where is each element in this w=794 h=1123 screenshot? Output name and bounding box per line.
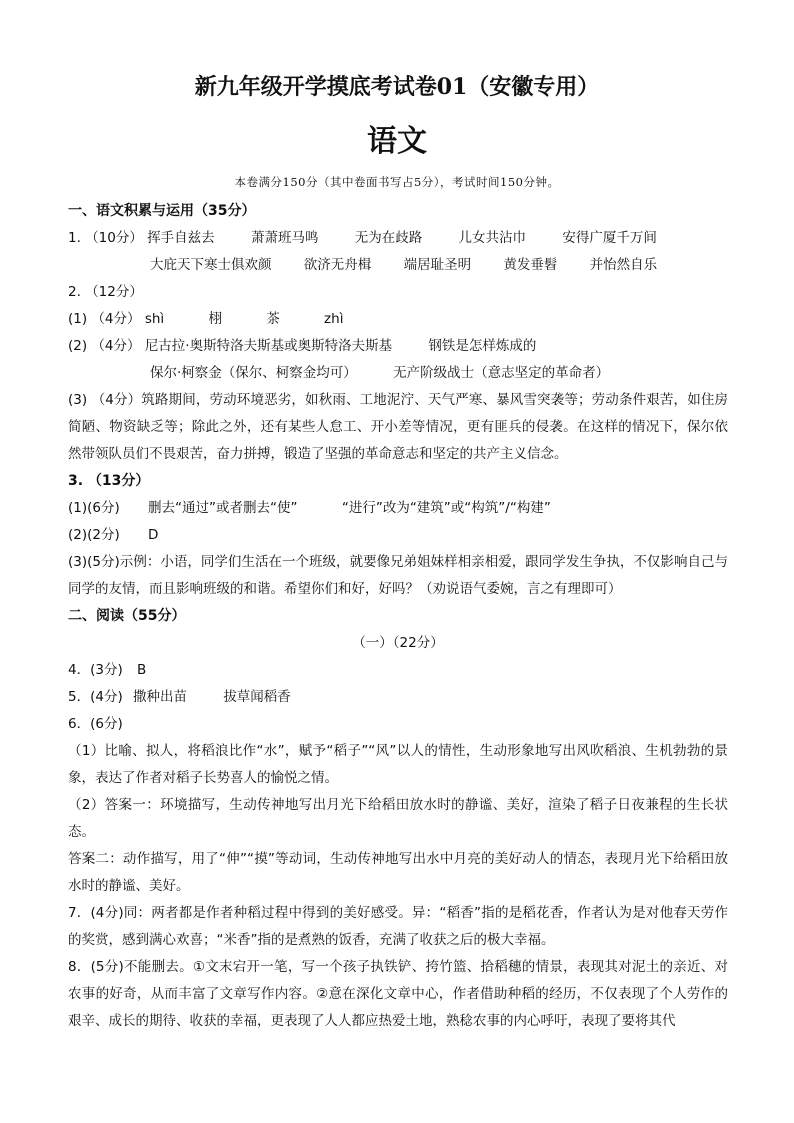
q1-item: 黄发垂髫: [503, 257, 558, 273]
q2-p3-label: (3) （4分）: [68, 392, 142, 408]
q2-p1-item: zhì: [324, 311, 344, 327]
q8-text: 不能删去。①文末宕开一笔，写一个孩子执铁铲、挎竹篮、拾稻穗的情景，表现其对泥土的亲近、对农事的好奇，从而丰富了文章写作内容。②意在深化文章中心，作者借助种稻的经历，不仅表现了个人劳作的艰辛、成长的期待、收获的幸福，更表现了人人都应热爱土地，熟稔农事的内心呼吁，表现了要将其代: [68, 959, 728, 1029]
q8: [68, 954, 728, 1035]
exam-note: 本卷满分150分（其中卷面书写占5分），考试时间150分钟。: [234, 175, 560, 189]
q3-p3-text: 示例：小语，同学们生活在一个班级，就要像兄弟姐妹样相亲相爱，跟同学发生争执，不仅影响自己与同学的友情，而且影响班级的和谐。希望你们和好，好吗？（劝说语气委婉，言之有理即可）: [68, 554, 728, 597]
q3-part-3: [68, 549, 728, 603]
q3-p1-answer-b: “进行”改为“建筑”或“构筑”/“构建”: [341, 500, 551, 516]
q3-part-2: [68, 522, 728, 549]
q3-p3-label: (3)(5分): [68, 554, 120, 570]
q7: [68, 900, 728, 954]
section-heading-2: 二、阅读（55分）: [68, 608, 186, 624]
q2-p2-label: (2) （4分）: [68, 338, 141, 354]
q2-p1-item: 茶: [266, 311, 280, 327]
q2-part-3: [68, 387, 728, 468]
q1-item: 无为在歧路: [354, 230, 423, 246]
q1-item: 安得广厦千万间: [562, 230, 657, 246]
q5-answer-b: 拔草闻稻香: [223, 689, 291, 705]
q2-p1-item: shì: [144, 311, 165, 327]
q1-row-1: [68, 225, 728, 252]
section-heading-1: 一、语文积累与运用（35分）: [68, 203, 256, 219]
answer-body: [68, 198, 728, 1035]
q3-p1-answer-a: 删去“通过”或者删去“使”: [148, 500, 298, 516]
q3-p1-label: (1)(6分): [68, 500, 120, 516]
q1-item: 端居耻圣明: [403, 257, 472, 273]
q2-part-1: [68, 306, 728, 333]
q1-item: 并怡然自乐: [589, 257, 658, 273]
q2-p1-label: (1) （4分）: [68, 311, 141, 327]
q2-p2-description: 无产阶级战士（意志坚定的革命者）: [393, 365, 610, 381]
q2-p2-character: 保尔·柯察金（保尔、柯察金均可）: [150, 365, 357, 381]
q8-label: 8．(5分): [68, 959, 124, 975]
q6-part-2: （2）答案一：环境描写，生动传神地写出月光下给稻田放水时的静谧、美好，渲染了稻子日夜兼程的生长状态。: [68, 797, 728, 840]
q1-item: 欲济无舟楫: [303, 257, 372, 273]
q4-answer: B: [137, 662, 147, 678]
subject-title: 语文: [367, 124, 427, 159]
q2-part-2-row-2: [68, 360, 728, 387]
q7-text: 同：两者都是作者种稻过程中得到的美好感受。异：“稻香”指的是稻花香，作者认为是对他春天劳作的奖赏，感到满心欢喜；“米香”指的是煮熟的饭香，充满了收获之后的极大幸福。: [68, 905, 728, 948]
q2-p1-item: 栩: [208, 311, 222, 327]
q6-part-3: 答案二：动作描写，用了“伸”“摸”等动词，生动传神地写出水中月亮的美好动人的情态，表现月光下给稻田放水时的静谧、美好。: [68, 851, 728, 894]
q7-label: 7．(4分): [68, 905, 124, 921]
q1-item: 儿女共沾巾: [458, 230, 527, 246]
q1-item: 萧萧班马鸣: [250, 230, 319, 246]
section-2-subheading: （一）（22分）: [352, 635, 444, 651]
q2-p2-book: 钢铁是怎样炼成的: [428, 338, 537, 354]
q4: [68, 657, 728, 684]
q3-p2-answer: D: [148, 527, 159, 543]
q5: [68, 684, 728, 711]
q1-item: 大庇天下寒士俱欢颜: [150, 257, 272, 273]
q2-part-2-row-1: [68, 333, 728, 360]
q6-part-1: （1）比喻、拟人，将稻浪比作“水”，赋予“稻子”“风”以人的情性，生动形象地写出风吹稻浪、生机勃勃的景象，表达了作者对稻子长势喜人的愉悦之情。: [68, 743, 728, 786]
q3-p2-label: (2)(2分): [68, 527, 120, 543]
q2-p2-author: 尼古拉·奥斯特洛夫斯基或奥斯特洛夫斯基: [144, 338, 393, 354]
q2-label: 2. （12分）: [68, 284, 143, 300]
q3-part-1: [68, 495, 728, 522]
q2-p3-text: 筑路期间，劳动环境恶劣，如秋雨、工地泥泞、天气严寒、暴风雪突袭等；劳动条件艰苦，如住房简陋、物资缺乏等；除此之外，还有某些人怠工、开小差等情况，更有匪兵的侵袭。在这样的情况下，保尔依然带领队员们不畏艰苦，奋力拼搏，锻造了坚强的革命意志和坚定的共产主义信念。: [68, 392, 728, 462]
q4-label: 4．(3分): [68, 662, 123, 678]
exam-title: 新九年级开学摸底考试卷01（安徽专用）: [194, 74, 600, 100]
q6-label: 6．(6分): [68, 716, 123, 732]
q5-label: 5．(4分): [68, 689, 123, 705]
q1-label: 1. （10分）: [68, 230, 143, 246]
q1-item: 挥手自兹去: [147, 230, 215, 246]
q1-row-2: [68, 252, 728, 279]
q5-answer-a: 撒种出苗: [133, 689, 188, 705]
q3-label: 3. （13分）: [68, 473, 150, 489]
